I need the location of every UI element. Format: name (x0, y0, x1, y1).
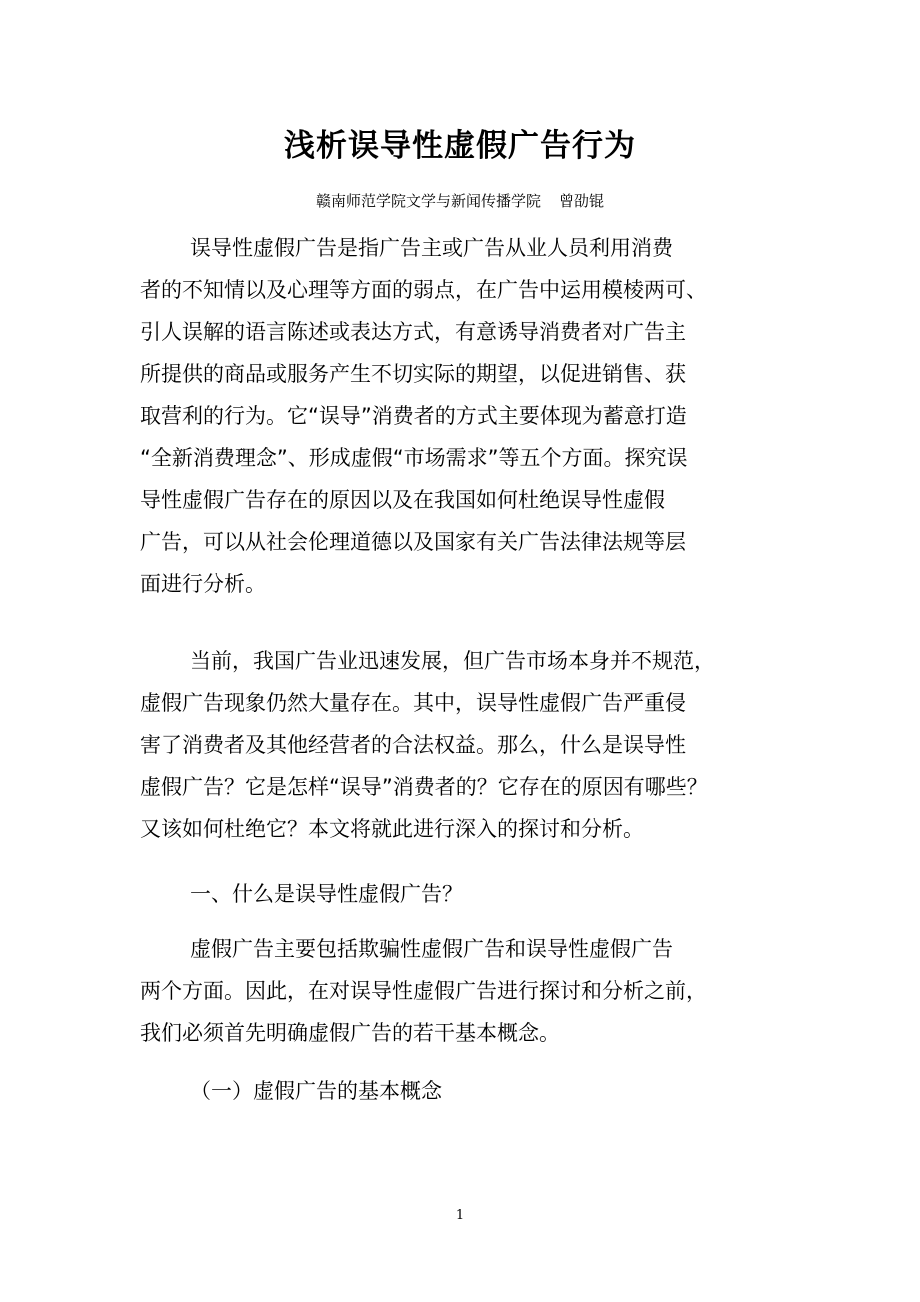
page-number: 1 (455, 1208, 465, 1223)
section-heading: 一、什么是误导性虚假广告？ (190, 882, 463, 906)
abstract-paragraph (140, 227, 707, 605)
body-paragraph (140, 928, 707, 1054)
author-affiliation: 赣南师范学院文学与新闻传播学院 (315, 192, 541, 210)
document-title: 浅析误导性虚假广告行为 (284, 128, 636, 164)
byline (0, 190, 920, 212)
paragraph-line: 我们必须首先明确虚假广告的若干基本概念。 (140, 1021, 560, 1045)
paragraph-line: “全新消费理念”、形成虚假“市场需求”等五个方面。探究误 (140, 446, 688, 470)
paragraph-line: 取营利的行为。它“误导”消费者的方式主要体现为蓄意打造 (140, 404, 687, 428)
paragraph-line: 导性虚假广告存在的原因以及在我国如何杜绝误导性虚假 (140, 488, 665, 512)
paragraph-line: 者的不知情以及心理等方面的弱点，在广告中运用模棱两可、 (140, 278, 707, 302)
intro-paragraph (140, 640, 715, 850)
paragraph-line: 当前，我国广告业迅速发展，但广告市场本身并不规范， (190, 649, 715, 673)
paragraph-line: 虚假广告现象仍然大量存在。其中，误导性虚假广告严重侵 (140, 691, 686, 715)
paragraph-line: 虚假广告主要包括欺骗性虚假广告和误导性虚假广告 (190, 937, 673, 961)
paragraph-line: 误导性虚假广告是指广告主或广告从业人员利用消费 (190, 236, 673, 260)
paragraph-line: 两个方面。因此，在对误导性虚假广告进行探讨和分析之前， (140, 979, 707, 1003)
paragraph-line: 虚假广告？它是怎样“误导”消费者的？它存在的原因有哪些？ (140, 775, 708, 799)
paragraph-line: 又该如何杜绝它？本文将就此进行深入的探讨和分析。 (140, 817, 644, 841)
paragraph-line: 害了消费者及其他经营者的合法权益。那么，什么是误导性 (140, 733, 686, 757)
paragraph-line: 面进行分析。 (140, 572, 266, 596)
paragraph-line: 广告，可以从社会伦理道德以及国家有关广告法律法规等层 (140, 530, 686, 554)
subsection-heading: （一）虚假广告的基本概念 (190, 1079, 442, 1103)
paragraph-line: 所提供的商品或服务产生不切实际的期望，以促进销售、获 (140, 362, 686, 386)
paragraph-line: 引人误解的语言陈述或表达方式，有意诱导消费者对广告主 (140, 320, 686, 344)
author-name: 曾劭锟 (559, 192, 605, 210)
